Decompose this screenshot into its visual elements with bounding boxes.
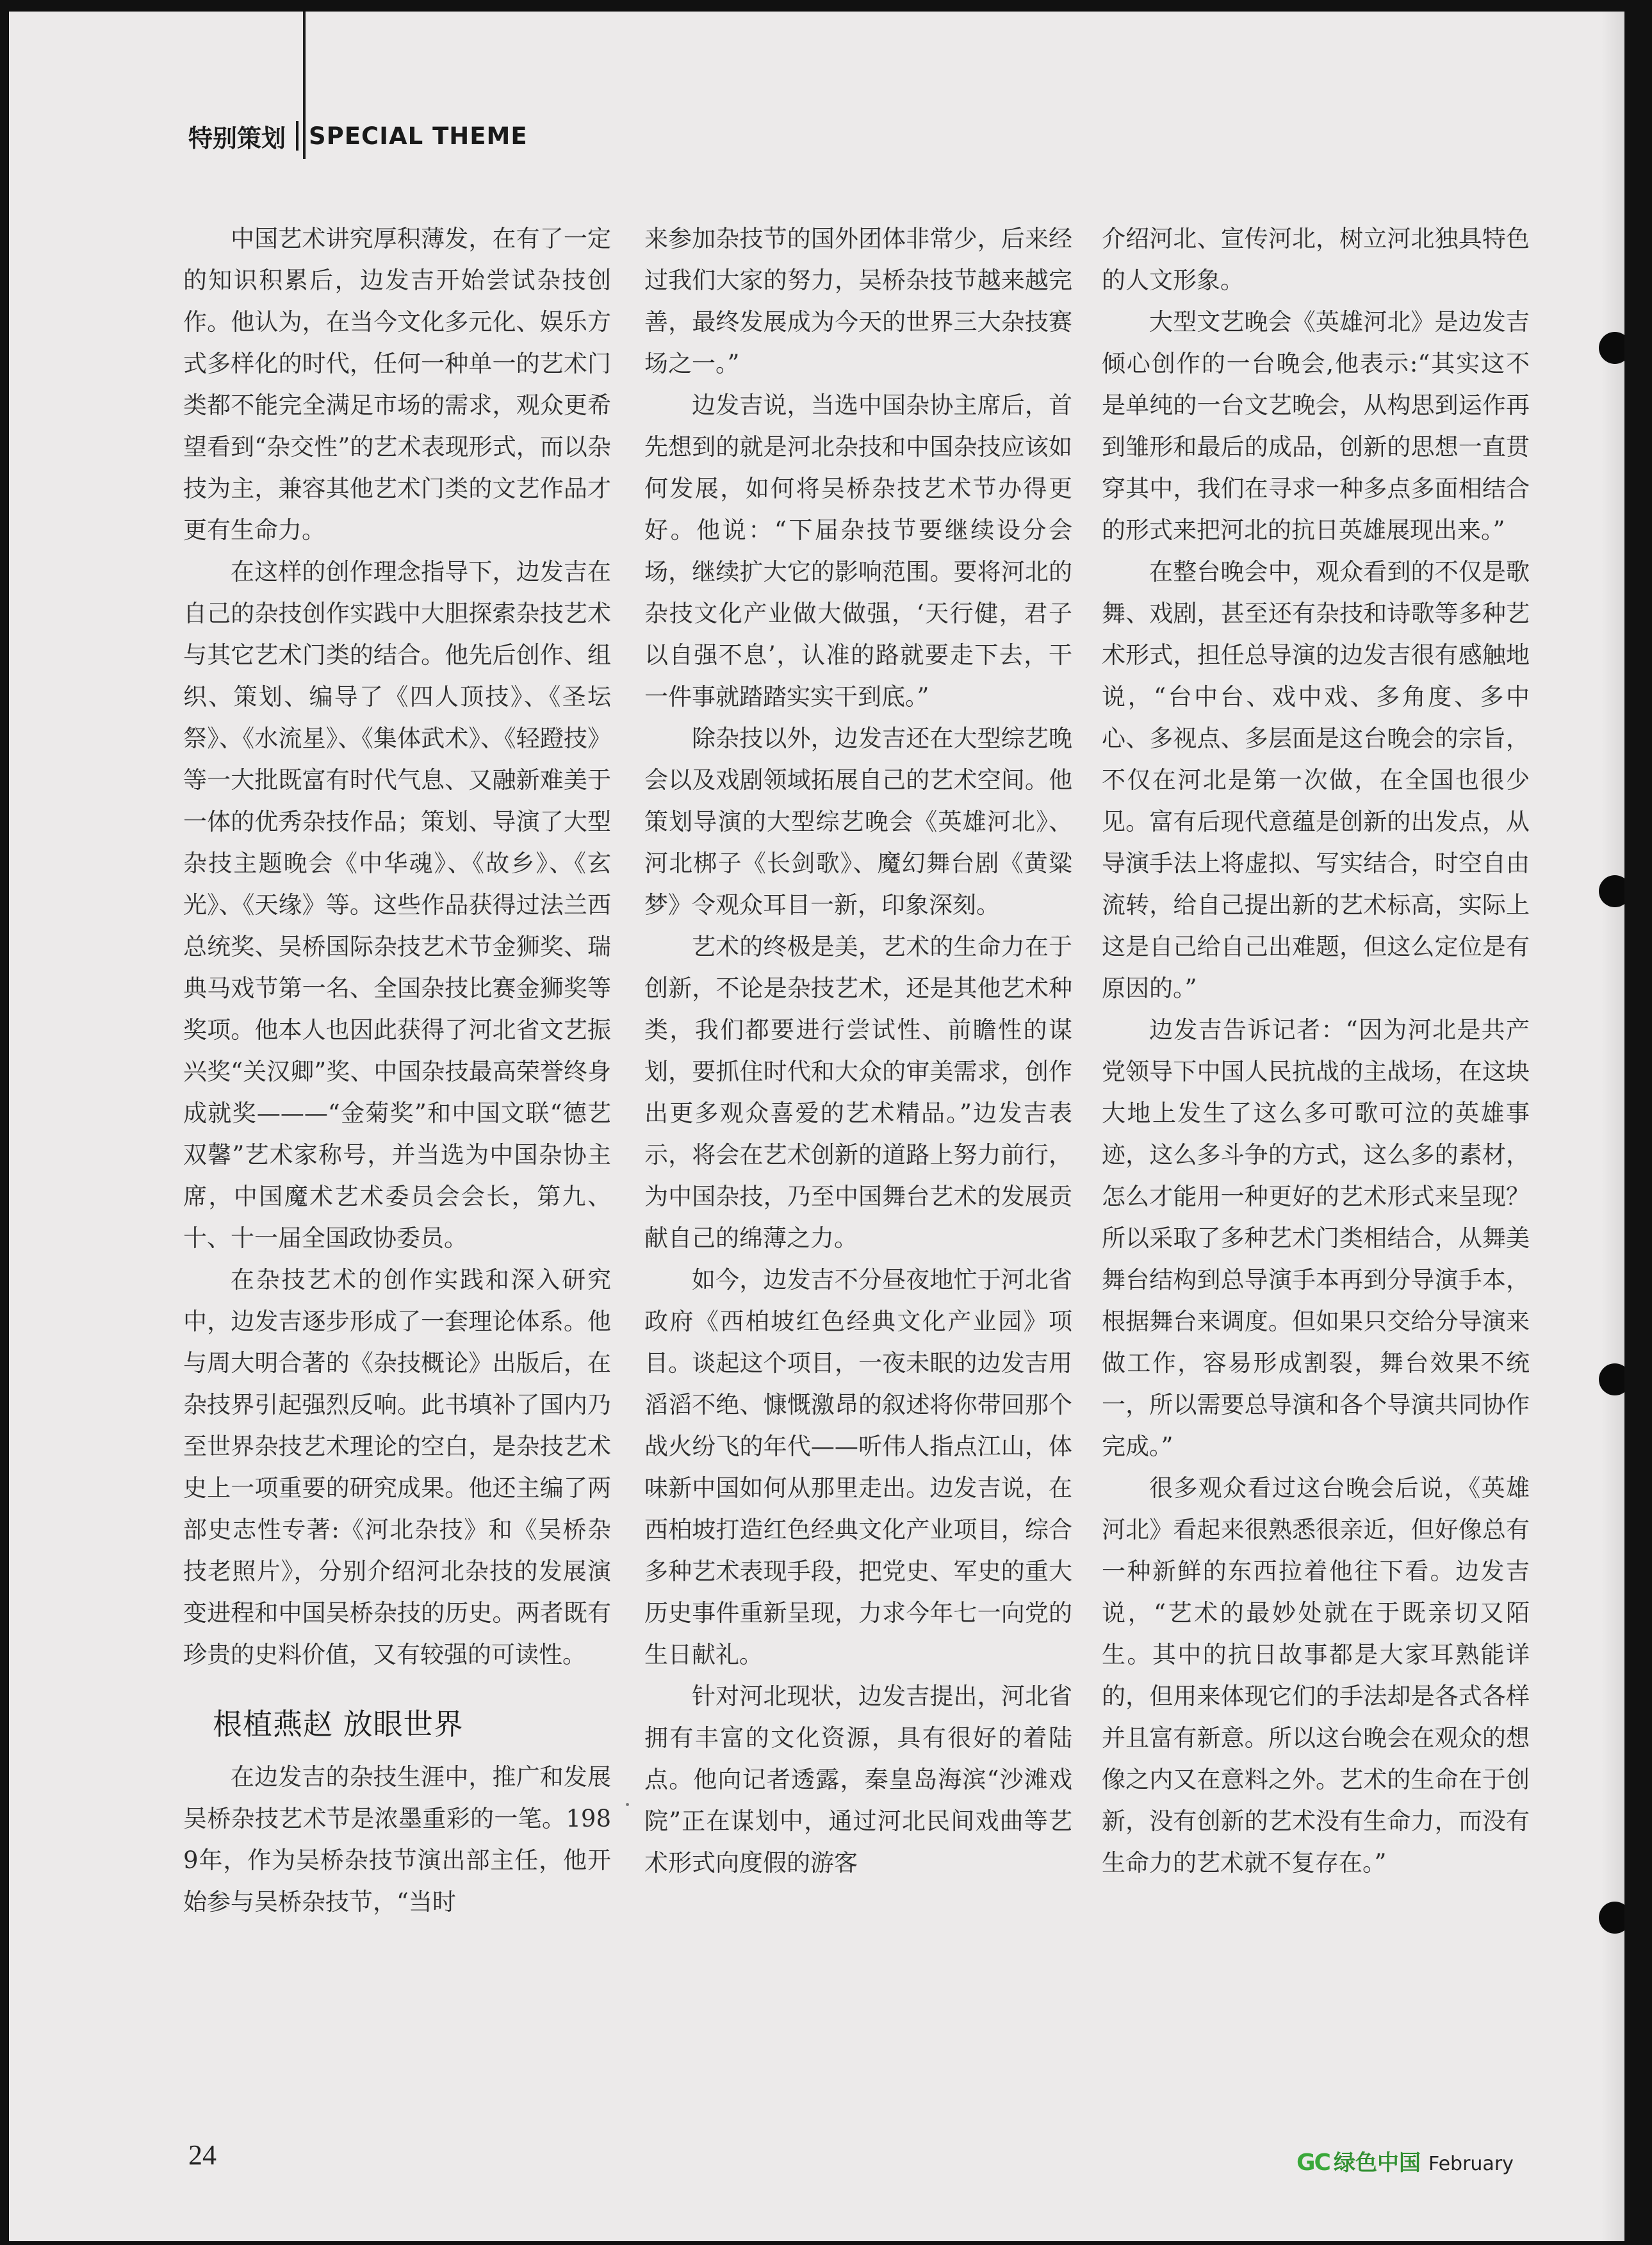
issue-month: February — [1428, 2153, 1514, 2175]
magazine-logo-icon: GC — [1296, 2150, 1330, 2176]
page-number: 24 — [188, 2139, 217, 2171]
article-column-1 — [183, 218, 611, 1923]
paragraph: 中国艺术讲究厚积薄发，在有了一定的知识积累后，边发吉开始尝试杂技创作。他认为，在当今文化多元化、娱乐方式多样化的时代，任何一种单一的艺术门类都不能完全满足市场的需求，观众更希望看到“杂交性”的艺术表现形式，而以杂技为主，兼容其他艺术门类的文艺作品才更有生命力。 — [183, 225, 611, 544]
paragraph: 在整台晚会中，观众看到的不仅是歌舞、戏剧，甚至还有杂技和诗歌等多种艺术形式，担任总导演的边发吉很有感触地说，“台中台、戏中戏、多角度、多中心、多视点、多层面是这台晚会的宗旨，不仅在河北是第一次做，在全国也很少见。富有后现代意蕴是创新的出发点，从导演手法上将虚拟、写实结合，时空自由流转，给自己提出新的艺术标高，实际上这是自己给自己出难题，但这么定位是有原因的。” — [1102, 558, 1530, 1002]
paragraph: 除杂技以外，边发吉还在大型综艺晚会以及戏剧领域拓展自己的艺术空间。他策划导演的大型综艺晚会《英雄河北》、河北梆子《长剑歌》、魔幻舞台剧《黄粱梦》令观众耳目一新，印象深刻。 — [644, 725, 1072, 919]
print-speck — [626, 1803, 629, 1806]
section-title-cn: 特别策划 — [188, 124, 286, 152]
magazine-name: 绿色中国 — [1333, 2150, 1421, 2176]
article-column-2 — [644, 218, 1072, 1884]
section-subheading: 根植燕赵 放眼世界 — [213, 1707, 464, 1741]
section-header — [188, 117, 528, 155]
header-divider — [296, 121, 299, 151]
paragraph: 来参加杂技节的国外团体非常少，后来经过我们大家的努力，吴桥杂技节越来越完善，最终发展成为今天的世界三大杂技赛场之一。” — [644, 225, 1072, 377]
paragraph: 很多观众看过这台晚会后说，《英雄河北》看起来很熟悉很亲近，但好像总有一种新鲜的东西拉着他往下看。边发吉说，“艺术的最妙处就在于既亲切又陌生。其中的抗日故事都是大家耳熟能详的，但用来体现它们的手法却是各式各样并且富有新意。所以这台晚会在观众的想像之内又在意料之外。艺术的生命在于创新，没有创新的艺术没有生命力，而没有生命力的艺术就不复存在。” — [1102, 1474, 1530, 1877]
paragraph: 介绍河北、宣传河北，树立河北独具特色的人文形象。 — [1102, 225, 1530, 294]
magazine-brand — [1296, 2145, 1514, 2176]
paragraph: 如今，边发吉不分昼夜地忙于河北省政府《西柏坡红色经典文化产业园》项目。谈起这个项目，一夜未眠的边发吉用滔滔不绝、慷慨激昂的叙述将你带回那个战火纷飞的年代——听伟人指点江山，体味新中国如何从那里走出。边发吉说，在西柏坡打造红色经典文化产业项目，综合多种艺术表现手段，把党史、军史的重大历史事件重新呈现，力求今年七一向党的生日献礼。 — [644, 1266, 1072, 1668]
paragraph: 针对河北现状，边发吉提出，河北省拥有丰富的文化资源，具有很好的着陆点。他向记者透露，秦皇岛海滨“沙滩戏院”正在谋划中，通过河北民间戏曲等艺术形式向度假的游客 — [644, 1682, 1072, 1877]
paragraph: 边发吉说，当选中国杂协主席后，首先想到的就是河北杂技和中国杂技应该如何发展，如何将吴桥杂技艺术节办得更好。他说：“下届杂技节要继续设分会场，继续扩大它的影响范围。要将河北的杂技文化产业做大做强，‘天行健，君子以自强不息’，认准的路就要走下去，干一件事就踏踏实实干到底。” — [644, 391, 1072, 711]
paragraph: 边发吉告诉记者：“因为河北是共产党领导下中国人民抗战的主战场，在这块大地上发生了这么多可歌可泣的英雄事迹，这么多斗争的方式，这么多的素材，怎么才能用一种更好的艺术形式来呈现？所以采取了多种艺术门类相结合，从舞美舞台结构到总导演手本再到分导演手本，根据舞台来调度。但如果只交给分导演来做工作，容易形成割裂，舞台效果不统一，所以需要总导演和各个导演共同协作完成。” — [1102, 1016, 1530, 1460]
paragraph: 在边发吉的杂技生涯中，推广和发展吴桥杂技艺术节是浓墨重彩的一笔。1989年，作为吴桥杂技节演出部主任，他开始参与吴桥杂技节，“当时 — [183, 1763, 611, 1916]
article-column-3 — [1102, 218, 1530, 1884]
section-title-en: SPECIAL THEME — [309, 122, 528, 150]
paragraph: 在这样的创作理念指导下，边发吉在自己的杂技创作实践中大胆探索杂技艺术与其它艺术门类的结合。他先后创作、组织、策划、编导了《四人顶技》、《圣坛祭》、《水流星》、《集体武术》、《轻蹬技》等一大批既富有时代气息、又融新难美于一体的优秀杂技作品；策划、导演了大型杂技主题晚会《中华魂》、《故乡》、《玄光》、《天缘》等。这些作品获得过法兰西总统奖、吴桥国际杂技艺术节金狮奖、瑞典马戏节第一名、全国杂技比赛金狮奖等奖项。他本人也因此获得了河北省文艺振兴奖“关汉卿”奖、中国杂技最高荣誉终身成就奖———“金菊奖”和中国文联“德艺双馨”艺术家称号，并当选为中国杂协主席，中国魔术艺术委员会会长，第九、十、十一届全国政协委员。 — [183, 558, 611, 1252]
paragraph: 在杂技艺术的创作实践和深入研究中，边发吉逐步形成了一套理论体系。他与周大明合著的《杂技概论》出版后，在杂技界引起强烈反响。此书填补了国内乃至世界杂技艺术理论的空白，是杂技艺术史上一项重要的研究成果。他还主编了两部史志性专著:《河北杂技》和《吴桥杂技老照片》，分别介绍河北杂技的发展演变进程和中国吴桥杂技的历史。两者既有珍贵的史料价值，又有较强的可读性。 — [183, 1266, 611, 1668]
paragraph: 艺术的终极是美，艺术的生命力在于创新，不论是杂技艺术，还是其他艺术种类，我们都要进行尝试性、前瞻性的谋划，要抓住时代和大众的审美需求，创作出更多观众喜爱的艺术精品。”边发吉表示，将会在艺术创新的道路上努力前行，为中国杂技，乃至中国舞台艺术的发展贡献自己的绵薄之力。 — [644, 933, 1072, 1252]
paragraph: 大型文艺晚会《英雄河北》是边发吉倾心创作的一台晚会,他表示:“其实这不是单纯的一台文艺晚会，从构思到运作再到雏形和最后的成品，创新的思想一直贯穿其中，我们在寻求一种多点多面相结合的形式来把河北的抗日英雄展现出来。” — [1102, 308, 1530, 544]
magazine-page — [9, 12, 1624, 2241]
